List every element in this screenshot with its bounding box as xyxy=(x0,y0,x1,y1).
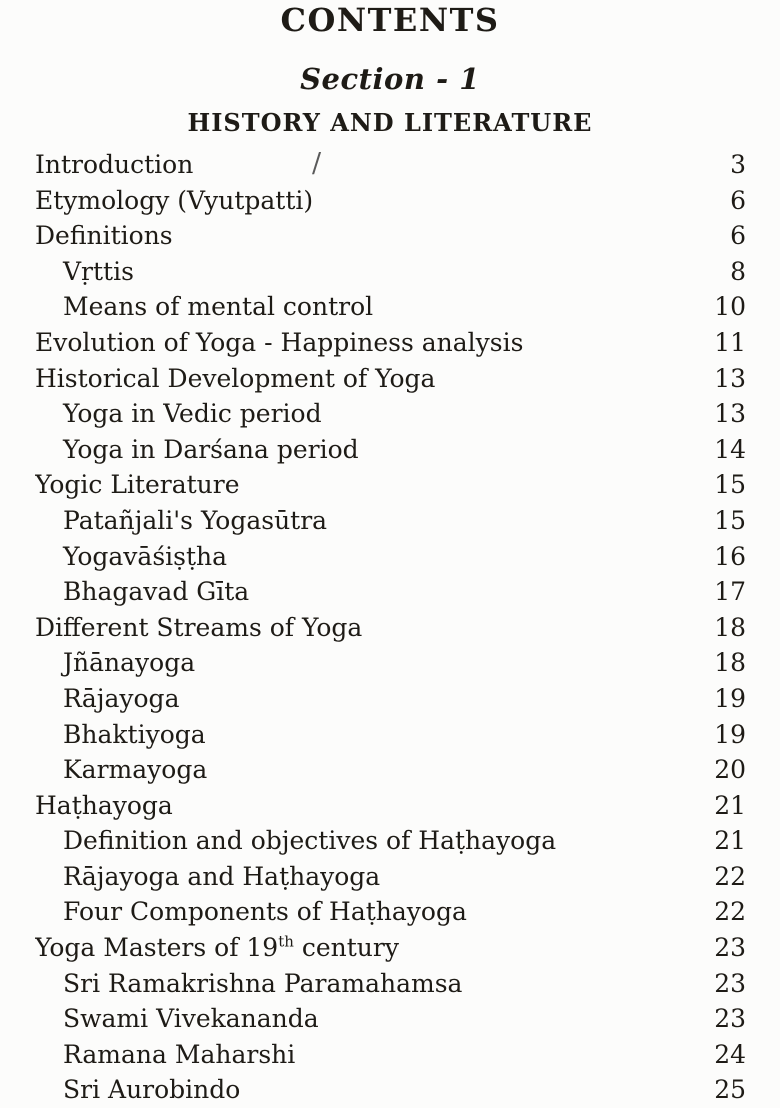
toc-entry-page: 11 xyxy=(714,327,746,357)
toc-entry-label: Means of mental control xyxy=(63,292,374,322)
toc-entry-page: 23 xyxy=(714,1004,746,1034)
toc-row xyxy=(35,613,746,649)
toc-entry-page: 22 xyxy=(714,897,746,927)
toc-entry-page: 18 xyxy=(714,612,746,642)
toc-row xyxy=(35,720,746,756)
toc-row xyxy=(35,470,746,506)
toc-entry-page: 17 xyxy=(714,577,746,607)
toc-row xyxy=(35,933,746,969)
toc-entry-page: 20 xyxy=(714,755,746,785)
toc-entry-page: 21 xyxy=(714,826,746,856)
toc-row xyxy=(35,969,746,1005)
toc-row xyxy=(35,399,746,435)
toc-row xyxy=(35,755,746,791)
toc-row xyxy=(35,1004,746,1040)
toc-entry-page: 13 xyxy=(714,363,746,393)
section-heading: Section - 1 xyxy=(300,62,480,96)
toc-row xyxy=(35,506,746,542)
toc-row xyxy=(35,150,746,186)
toc-entry-page: 15 xyxy=(714,470,746,500)
toc-row xyxy=(35,364,746,400)
toc-entry-label: Haṭhayoga xyxy=(35,790,173,820)
toc-entry-page: 24 xyxy=(714,1039,746,1069)
toc-entry-label: Rājayoga xyxy=(63,683,180,713)
toc-entry-label: Yogavāśiṣṭha xyxy=(63,541,228,571)
toc-row xyxy=(35,791,746,827)
scan-artifact-slash: / xyxy=(312,148,322,179)
toc-entry-page: 23 xyxy=(714,968,746,998)
toc-entry-page: 23 xyxy=(714,933,746,963)
toc-entry-label: Swami Vivekananda xyxy=(63,1004,319,1034)
toc-row xyxy=(35,221,746,257)
toc-entry-page: 21 xyxy=(714,790,746,820)
toc-entry-label: Ramana Maharshi xyxy=(63,1039,296,1069)
toc-entry-label: Karmayoga xyxy=(63,755,208,785)
toc-entry-label: Yogic Literature xyxy=(35,470,240,500)
toc-entry-label: Yoga in Darśana period xyxy=(63,434,359,464)
toc-entry-page: 16 xyxy=(714,541,746,571)
toc-row xyxy=(35,862,746,898)
toc-entry-label: Etymology (Vyutpatti) xyxy=(35,185,314,215)
toc-entry-page: 10 xyxy=(714,292,746,322)
toc-row xyxy=(35,292,746,328)
toc-row xyxy=(35,435,746,471)
toc-entry-page: 18 xyxy=(714,648,746,678)
toc-row xyxy=(35,577,746,613)
toc-row xyxy=(35,826,746,862)
ordinal-superscript: th xyxy=(278,933,294,951)
toc-row xyxy=(35,257,746,293)
toc-entry-page: 19 xyxy=(714,683,746,713)
toc-entry-label: Different Streams of Yoga xyxy=(35,612,363,642)
toc-entry-label: Vṛttis xyxy=(63,256,134,286)
toc-row xyxy=(35,684,746,720)
toc-entry-label: Yoga in Vedic period xyxy=(63,399,322,429)
toc-row xyxy=(35,542,746,578)
toc-entry-label: Rājayoga and Haṭhayoga xyxy=(63,861,381,891)
toc-entry-label: Four Components of Haṭhayoga xyxy=(63,897,467,927)
toc-row xyxy=(35,648,746,684)
toc-entry-page: 6 xyxy=(730,185,746,215)
toc-entry-page: 25 xyxy=(714,1075,746,1105)
toc-entry-label: Definition and objectives of Haṭhayoga xyxy=(63,826,557,856)
toc-entry-label: Introduction xyxy=(35,150,194,179)
toc-list xyxy=(0,150,780,1108)
toc-entry-page: 19 xyxy=(714,719,746,749)
toc-entry-label: Patañjali's Yogasūtra xyxy=(63,505,328,535)
toc-entry-label: Bhaktiyoga xyxy=(63,719,206,749)
toc-row xyxy=(35,1040,746,1076)
toc-row xyxy=(35,897,746,933)
toc-entry-label: Jñānayoga xyxy=(63,648,196,678)
toc-entry-page: 8 xyxy=(730,256,746,286)
toc-entry-label: Sri Aurobindo xyxy=(63,1075,241,1105)
toc-entry-page: 15 xyxy=(714,505,746,535)
toc-entry-page: 22 xyxy=(714,861,746,891)
toc-entry-label: Sri Ramakrishna Paramahamsa xyxy=(63,968,463,998)
toc-row xyxy=(35,186,746,222)
toc-row xyxy=(35,328,746,364)
toc-entry-label: Definitions xyxy=(35,221,173,251)
toc-entry-label: Bhagavad Gīta xyxy=(63,577,250,607)
toc-entry-page: 3 xyxy=(730,150,746,179)
toc-entry-label: Historical Development of Yoga xyxy=(35,363,436,393)
toc-entry-page: 14 xyxy=(714,434,746,464)
toc-row xyxy=(35,1075,746,1108)
toc-entry-label: Yoga Masters of 19th century xyxy=(35,933,399,963)
section-subheading: HISTORY AND LITERATURE xyxy=(187,108,593,137)
page-title: CONTENTS xyxy=(280,1,500,39)
toc-entry-page: 13 xyxy=(714,399,746,429)
toc-entry-page: 6 xyxy=(730,221,746,251)
toc-entry-label: Evolution of Yoga - Happiness analysis xyxy=(35,327,524,357)
